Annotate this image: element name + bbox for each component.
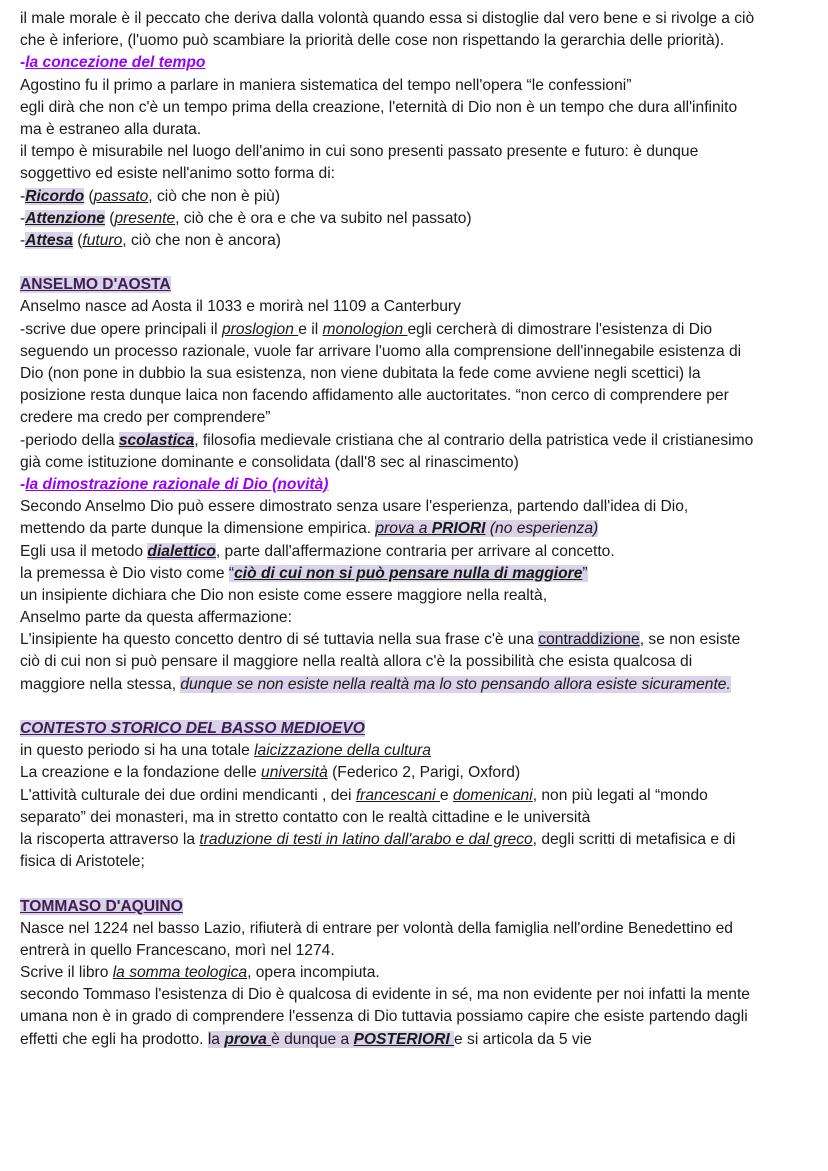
text-segment: in questo periodo si ha una totale [20, 742, 255, 760]
text-line: entrerà in quello Francescano, morì nel 1274. [20, 941, 335, 959]
text-segment: , parte dall'affermazione contraria per arrivare al concetto. [215, 542, 615, 560]
text-line: Anselmo parte da questa affermazione: [20, 609, 292, 627]
text-segment: egli cercherà di dimostrare l'esistenza di Dio [407, 320, 713, 338]
text-segment: la premessa è Dio visto come [20, 564, 229, 582]
text-line [20, 518, 810, 540]
text-segment: L'insipiente ha questo concetto dentro di sé tuttavia nella sua frase c'è una [20, 631, 539, 649]
time-passato: passato [93, 187, 149, 205]
text-segment: (no esperienza) [485, 520, 599, 538]
text-segment: e si articola da 5 vie [454, 1030, 592, 1048]
term-premessa: ciò di cui non si può pensare nulla di maggiore [234, 564, 583, 582]
text-segment: , opera incompiuta. [247, 964, 380, 982]
list-item-attesa: -Attesa (futuro, ciò che non è ancora) [20, 231, 281, 249]
text-line: egli dirà che non c'è un tempo prima della creazione, l'eternità di Dio non è un tempo che dura all'infinito [20, 98, 738, 116]
time-futuro: futuro [82, 231, 123, 249]
text-segment: e il [298, 320, 323, 338]
text-line [20, 541, 810, 563]
ricordo-desc: , ciò che non è più) [148, 187, 281, 205]
term-prova: prova [224, 1030, 272, 1048]
text-segment: mettendo da parte dunque la dimensione empirica. [20, 520, 376, 538]
section-heading-anselmo [20, 274, 810, 296]
text-line: il male morale è il peccato che deriva dalla volontà quando essa si distoglie dal vero bene e si rivolge a ciò [20, 10, 755, 27]
text-line [20, 829, 810, 851]
text-segment: , non più legati al “mondo [532, 786, 708, 804]
text-segment: maggiore nella stessa, [20, 675, 181, 693]
text-line: ma è estraneo alla durata. [20, 120, 202, 138]
heading-dash: - [20, 475, 26, 493]
text-line [20, 430, 810, 452]
text-line [20, 762, 810, 784]
term-attesa: Attesa [25, 231, 73, 249]
text-segment: Scrive il libro [20, 964, 113, 982]
text-line: umana non è in grado di comprendere l'essenza di Dio tuttavia possiamo capire che esiste partendo dagli [20, 1008, 748, 1026]
attenzione-desc: , ciò che è ora e che va subito nel passato) [175, 209, 472, 227]
term-contraddizione: contraddizione [538, 631, 640, 649]
text-line: credere ma credo per comprendere” [20, 409, 271, 427]
term-scolastica: scolastica [118, 431, 195, 449]
term-traduzione: traduzione di testi in latino dall'arabo e dal greco [199, 830, 533, 848]
term-posteriori: POSTERIORI [353, 1030, 455, 1048]
text-segment: la [207, 1030, 225, 1048]
highlight-prova-priori [375, 520, 598, 537]
heading-tempo-label: la concezione del tempo [25, 54, 206, 72]
quote-open: “ [228, 564, 235, 582]
term-priori: PRIORI [431, 520, 486, 538]
text-line: Dio (non pone in dubbio la sua esistenza, non viene dubitata la fede come avviene negli scettici) la [20, 365, 701, 382]
term-ricordo: Ricordo [25, 187, 85, 205]
work-proslogion: proslogion [221, 320, 299, 338]
text-line [20, 629, 810, 651]
heading-contesto-label: CONTESTO STORICO DEL BASSO MEDIOEVO [20, 720, 365, 737]
text-line: seguendo un processo razionale, vuole far arrivare l'uomo alla comprensione dell'innegabile esistenza di [20, 342, 742, 360]
text-line [20, 563, 810, 585]
text-segment: prova a [375, 520, 432, 538]
spacer [20, 696, 810, 718]
text-line: ciò di cui non si può pensare il maggiore nella realtà allora c'è la possibilità che esista qualcosa di [20, 653, 693, 671]
text-segment: -scrive due opere principali il [20, 320, 222, 338]
highlight-prova-posteriori [208, 1031, 454, 1048]
spacer [20, 873, 810, 895]
heading-anselmo-label: ANSELMO D'AOSTA [20, 276, 171, 294]
text-line: separato” dei monasteri, ma in stretto contatto con le realtà cittadine e le università [20, 808, 591, 826]
text-line: già come istituzione dominante e consolidata (dall'8 sec al rinascimento) [20, 453, 519, 471]
text-line: secondo Tommaso l'esistenza di Dio è qualcosa di evidente in sé, ma non evidente per noi infatti la mente [20, 986, 750, 1004]
work-somma-teologica: la somma teologica [112, 964, 248, 982]
text-line: soggettivo ed esiste nell'animo sotto forma di: [20, 165, 336, 183]
section-heading-tempo [20, 52, 810, 74]
time-presente: presente [114, 209, 176, 227]
text-line: il tempo è misurabile nel luogo dell'animo in cui sono presenti passato presente e futuro: è dunque [20, 143, 699, 161]
document-body [20, 8, 810, 1051]
text-line: Anselmo nasce ad Aosta il 1033 e morirà nel 1109 a Canterbury [20, 298, 461, 316]
text-line: che è inferiore, (l'uomo può scambiare la priorità delle cose non rispettando la gerarchia delle priorità). [20, 32, 725, 50]
text-line [20, 674, 810, 696]
text-segment: , se non esiste [639, 631, 741, 649]
term-attenzione: Attenzione [25, 209, 105, 227]
section-heading-tommaso [20, 896, 810, 918]
text-segment: effetti che egli ha prodotto. [20, 1030, 208, 1048]
text-line: Secondo Anselmo Dio può essere dimostrato senza usare l'esperienza, partendo dall'idea di Dio, [20, 498, 689, 516]
text-line [20, 319, 810, 341]
text-line [20, 785, 810, 807]
text-line: un insipiente dichiara che Dio non esiste come essere maggiore nella realtà, [20, 586, 548, 604]
work-monologion: monologion [322, 320, 408, 338]
term-laicizzazione: laicizzazione della cultura [254, 742, 431, 760]
text-line [20, 962, 810, 984]
term-dialettico: dialettico [147, 542, 216, 560]
highlight-conclusione: dunque se non esiste nella realtà ma lo sto pensando allora esiste sicuramente. [180, 675, 731, 693]
text-line [20, 740, 810, 762]
text-line: posizione resta dunque laica non facendo affidamento alle auctoritates. “non cerco di comprendere per [20, 387, 729, 405]
text-segment: L'attività culturale dei due ordini mendicanti , dei [20, 786, 356, 804]
heading-dash: - [20, 54, 26, 72]
term-domenicani: domenicani [452, 786, 533, 804]
text-segment: Egli usa il metodo [20, 542, 148, 560]
text-line: Agostino fu il primo a parlare in maniera sistematica del tempo nell'opera “le confessioni” [20, 76, 632, 94]
text-line: fisica di Aristotele; [20, 853, 145, 871]
text-segment: è dunque a [271, 1030, 354, 1048]
text-line [20, 1029, 810, 1051]
section-heading-contesto [20, 718, 810, 740]
spacer [20, 252, 810, 274]
text-line: Nasce nel 1224 nel basso Lazio, rifiuterà di entrare per volontà della famiglia nell'ordine Benedettino ed [20, 919, 733, 937]
subheading-dimostrazione [20, 474, 810, 496]
text-segment: , degli scritti di metafisica e di [532, 830, 736, 848]
text-segment: (Federico 2, Parigi, Oxford) [327, 764, 521, 782]
heading-tommaso-label: TOMMASO D'AQUINO [20, 897, 183, 915]
list-item-attenzione: -Attenzione (presente, ciò che è ora e che va subito nel passato) [20, 209, 472, 227]
text-segment: , filosofia medievale cristiana che al contrario della patristica vede il cristianesimo [194, 431, 754, 449]
list-item-ricordo: -Ricordo (passato, ciò che non è più) [20, 187, 281, 205]
attesa-desc: , ciò che non è ancora) [122, 231, 281, 249]
term-francescani: francescani [355, 786, 440, 804]
quote-close: ” [582, 564, 588, 582]
text-segment: -periodo della [20, 431, 119, 449]
text-segment: la riscoperta attraverso la [20, 830, 200, 848]
text-segment: e [439, 786, 453, 804]
subheading-dimostrazione-label: la dimostrazione razionale di Dio (novità) [25, 475, 329, 493]
highlight-premessa [229, 565, 588, 582]
term-universita: università [261, 764, 328, 782]
text-segment: La creazione e la fondazione delle [20, 764, 262, 782]
